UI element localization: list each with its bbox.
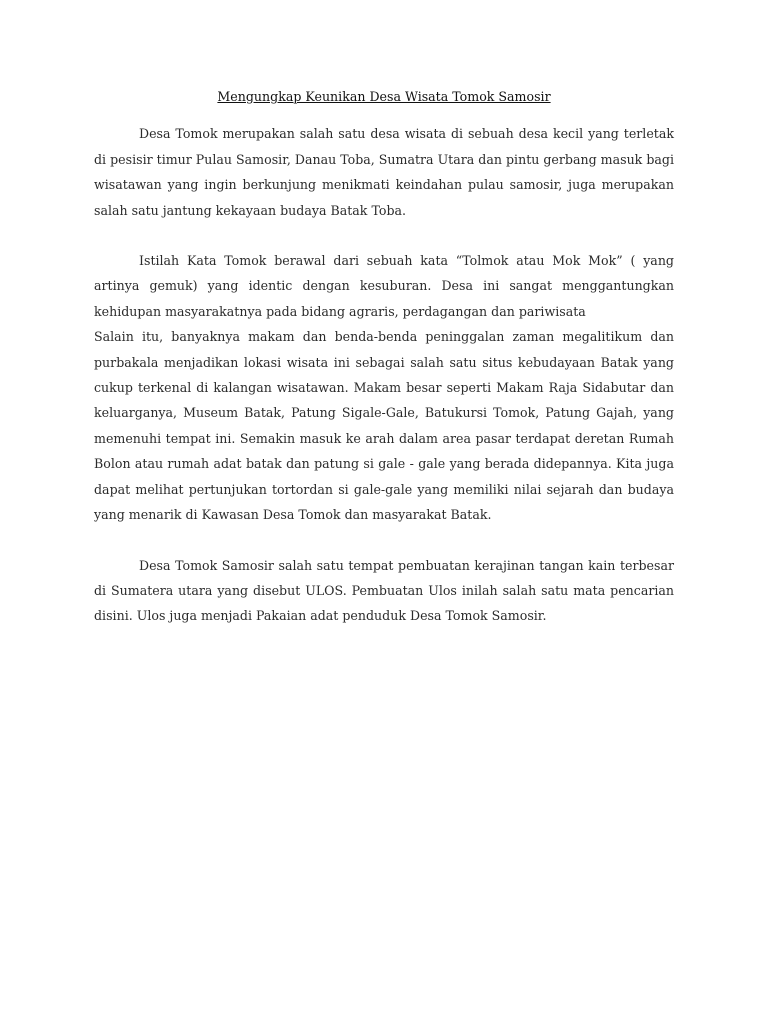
paragraph-origin: Istilah Kata Tomok berawal dari sebuah kata “Tolmok atau Mok Mok” ( yang artinya gemuk) yang identic dengan kesuburan. Desa ini sangat menggantungkan kehidupan masyarakatnya pada bidang agraris, perdagangan dan pariwisata	[94, 253, 674, 319]
paragraph-heritage: Salain itu, banyaknya makam dan benda-benda peninggalan zaman megalitikum dan purbakala menjadikan lokasi wisata ini sebagai salah satu situs kebudayaan Batak yang cukup terkenal di kalangan wisatawan. Makam besar seperti Makam Raja Sidabutar dan keluarganya, Museum Batak, Patung Sigale-Gale, Batukursi Tomok, Patung Gajah, yang memenuhi tempat ini. Semakin masuk ke arah dalam area pasar terdapat deretan Rumah Bolon atau rumah adat batak dan patung si gale - gale yang berada didepannya. Kita juga dapat melihat pertunjukan tortordan si gale-gale yang memiliki nilai sejarah dan budaya yang menarik di Kawasan Desa Tomok dan masyarakat Batak.	[94, 329, 674, 523]
document-title: Mengungkap Keunikan Desa Wisata Tomok Samosir	[217, 89, 551, 104]
paragraph-ulos: Desa Tomok Samosir salah satu tempat pembuatan kerajinan tangan kain terbesar di Sumatera utara yang disebut ULOS. Pembuatan Ulos inilah salah satu mata pencarian disini. Ulos juga menjadi Pakaian adat penduduk Desa Tomok Samosir.	[94, 557, 674, 624]
document-body	[94, 84, 674, 629]
paragraph-intro: Desa Tomok merupakan salah satu desa wisata di sebuah desa kecil yang terletak di pesisir timur Pulau Samosir, Danau Toba, Sumatra Utara dan pintu gerbang masuk bagi wisatawan yang ingin berkunjung menikmati keindahan pulau samosir, juga merupakan salah satu jantung kekayaan budaya Batak Toba.	[94, 126, 674, 218]
